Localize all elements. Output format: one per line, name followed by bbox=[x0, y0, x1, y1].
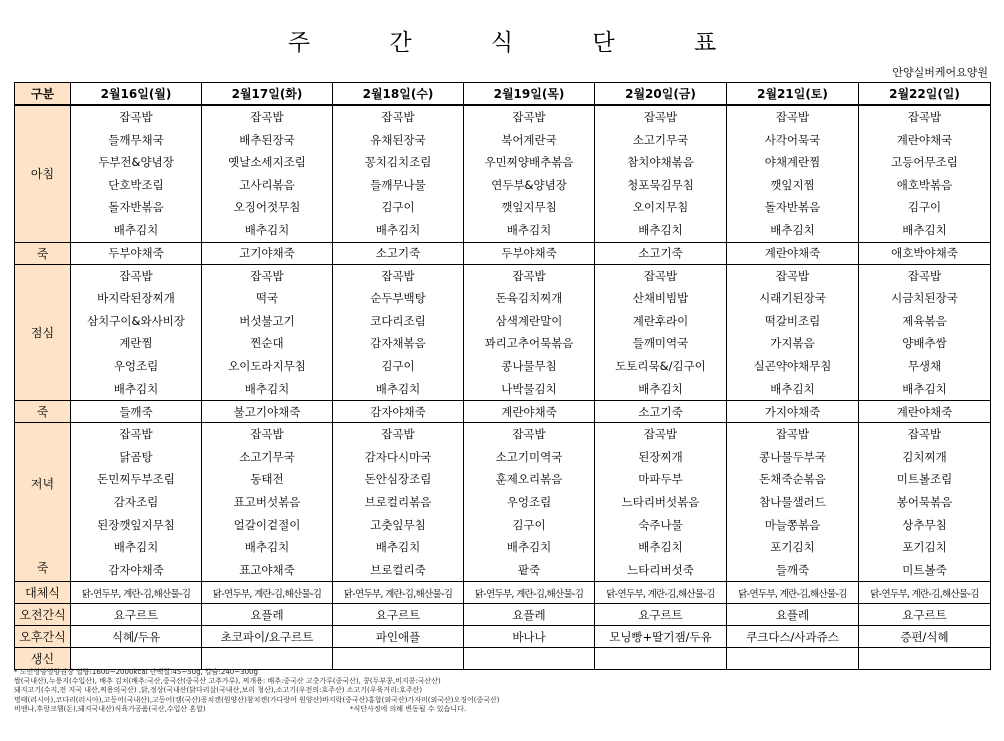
footnote-line: 돼지고기(수지,전 지국 내산,찌용의국산) ,닭,정상(국내산(닭다리살(국내산,보리 청산),소고기(우전의:호주산) 소고기(우육거리:호주산) bbox=[14, 686, 423, 695]
lunch-cell bbox=[727, 264, 859, 401]
menu-item: 된장깻잎지무침 bbox=[97, 517, 175, 532]
footnote-line bbox=[14, 705, 994, 714]
substitute-cell: 닭-연두부, 계란-김,해산물-김 bbox=[333, 582, 464, 604]
menu-item: 봉어묵볶음 bbox=[896, 494, 953, 509]
porridge-cell: 소고기죽 bbox=[595, 242, 727, 264]
morning-snack-cell: 요구르트 bbox=[595, 604, 727, 626]
menu-item: 떡국 bbox=[255, 291, 279, 306]
menu-item: 시래기된장국 bbox=[759, 291, 826, 306]
breakfast-cell bbox=[333, 105, 464, 242]
menu-item: 김구이 bbox=[907, 200, 942, 215]
dinner-label bbox=[15, 423, 71, 582]
menu-item: 잡곡밥 bbox=[381, 427, 415, 442]
menu-item: 들깨무채국 bbox=[108, 132, 164, 147]
afternoon-snack-cell: 초코파이/요구르트 bbox=[202, 626, 333, 648]
menu-item: 꽁치김치조림 bbox=[364, 155, 432, 170]
lunch-cell bbox=[464, 264, 595, 401]
porridge-row bbox=[15, 401, 991, 423]
porridge-cell: 계란야채죽 bbox=[859, 401, 991, 423]
menu-item: 표고버섯볶음 bbox=[233, 494, 301, 509]
menu-item: 오이지무침 bbox=[632, 200, 689, 215]
porridge-item: 들깨죽 bbox=[775, 562, 810, 577]
porridge-cell: 계란야채죽 bbox=[727, 242, 859, 264]
menu-item: 잡곡밥 bbox=[250, 427, 284, 442]
menu-item: 김치찌개 bbox=[902, 449, 947, 464]
footnote-line: 쌀(국내산),누룽지(수입산), 배추 김치(배추:국산,중국산(중국산 고추가루), 찌개용: 배추:중국산 고춧가루(중국산), 콩(두부콩,비지콩:국산산) bbox=[14, 677, 441, 686]
menu-item: 닭곰탕 bbox=[119, 449, 153, 464]
menu-item: 배추김치 bbox=[902, 381, 947, 396]
menu-item: 배추김치 bbox=[113, 540, 159, 555]
menu-item: 돈민찌두부조림 bbox=[97, 472, 175, 487]
menu-item: 옛날소세지조림 bbox=[228, 155, 306, 170]
menu-item: 잡곡밥 bbox=[119, 110, 153, 124]
menu-item: 꽈리고추어묵볶음 bbox=[484, 336, 574, 351]
menu-item: 청포묵김무침 bbox=[627, 177, 694, 192]
menu-item: 가지볶음 bbox=[770, 336, 815, 351]
menu-item: 배추김치 bbox=[506, 540, 552, 555]
birthday-cell bbox=[859, 648, 991, 670]
menu-item: 잡곡밥 bbox=[119, 427, 153, 442]
lunch-row bbox=[15, 264, 991, 401]
breakfast-cell bbox=[202, 105, 333, 242]
menu-item: 무생채 bbox=[907, 358, 942, 373]
morning-snack-row bbox=[15, 604, 991, 626]
menu-item: 포기김치 bbox=[902, 540, 947, 555]
menu-item: 감자조림 bbox=[113, 494, 159, 509]
menu-item: 잡곡밥 bbox=[512, 110, 546, 124]
porridge-cell: 고기야채죽 bbox=[202, 242, 333, 264]
menu-item: 포기김치 bbox=[770, 540, 815, 555]
porridge-label: 죽 bbox=[15, 401, 71, 423]
menu-item: 소고기미역국 bbox=[495, 449, 563, 464]
porridge-cell: 두부야채죽 bbox=[464, 242, 595, 264]
birthday-label: 생신 bbox=[15, 648, 71, 670]
menu-item: 오징어젓무침 bbox=[233, 200, 301, 215]
category-header: 구분 bbox=[15, 83, 71, 106]
porridge-cell: 감자야채죽 bbox=[333, 401, 464, 423]
menu-item: 깻잎지찜 bbox=[770, 177, 815, 192]
porridge-item: 감자야채죽 bbox=[108, 562, 164, 577]
menu-item: 동태전 bbox=[250, 472, 284, 487]
birthday-cell bbox=[464, 648, 595, 670]
morning-snack-cell: 요플레 bbox=[202, 604, 333, 626]
menu-item: 나박물김치 bbox=[501, 381, 557, 396]
birthday-row bbox=[15, 648, 991, 670]
afternoon-snack-cell: 증편/식혜 bbox=[859, 626, 991, 648]
menu-item: 제육볶음 bbox=[902, 313, 947, 328]
menu-item: 애호박볶음 bbox=[896, 177, 953, 192]
afternoon-snack-cell: 모닝빵+딸기잼/두유 bbox=[595, 626, 727, 648]
morning-snack-cell: 요플레 bbox=[464, 604, 595, 626]
dinner-cell bbox=[71, 423, 202, 582]
menu-item: 바지락된장찌개 bbox=[97, 291, 175, 306]
birthday-cell bbox=[202, 648, 333, 670]
menu-item: 김구이 bbox=[381, 358, 415, 373]
morning-snack-cell: 요구르트 bbox=[71, 604, 202, 626]
menu-item: 돌자반볶음 bbox=[764, 200, 821, 215]
breakfast-cell bbox=[859, 105, 991, 242]
menu-item: 배추김치 bbox=[113, 222, 159, 237]
day-header: 2월21일(토) bbox=[727, 83, 859, 106]
dinner-cell bbox=[727, 423, 859, 582]
menu-item: 순두부백탕 bbox=[370, 291, 426, 306]
dinner-cell bbox=[333, 423, 464, 582]
porridge-cell: 소고기죽 bbox=[333, 242, 464, 264]
dinner-cell bbox=[595, 423, 727, 582]
breakfast-cell bbox=[595, 105, 727, 242]
menu-item: 계란야채국 bbox=[896, 132, 953, 147]
substitute-cell: 닭-연두부, 계란-김,해산물-김 bbox=[727, 582, 859, 604]
menu-item: 잡곡밥 bbox=[643, 110, 678, 124]
day-header: 2월17일(화) bbox=[202, 83, 333, 106]
dinner-cell bbox=[859, 423, 991, 582]
menu-item: 잡곡밥 bbox=[907, 427, 942, 442]
birthday-cell bbox=[727, 648, 859, 670]
footnotes bbox=[14, 668, 994, 714]
menu-item: 시금치된장국 bbox=[891, 291, 958, 306]
menu-item: 삼색계란말이 bbox=[495, 313, 563, 328]
menu-item: 고춧잎무침 bbox=[370, 517, 426, 532]
menu-item: 잡곡밥 bbox=[250, 110, 284, 124]
morning-snack-label: 오전간식 bbox=[15, 604, 71, 626]
menu-item: 돌자반볶음 bbox=[108, 200, 164, 215]
porridge-cell: 두부야채죽 bbox=[71, 242, 202, 264]
breakfast-row bbox=[15, 105, 991, 242]
afternoon-snack-cell: 식혜/두유 bbox=[71, 626, 202, 648]
menu-item: 버섯불고기 bbox=[239, 313, 295, 328]
menu-item: 배추김치 bbox=[375, 540, 421, 555]
afternoon-snack-label: 오후간식 bbox=[15, 626, 71, 648]
menu-item: 계란찜 bbox=[119, 336, 153, 351]
menu-item: 계란후라이 bbox=[632, 313, 689, 328]
menu-item: 숙주나물 bbox=[638, 517, 683, 532]
menu-item: 된장찌개 bbox=[638, 449, 683, 464]
dinner-cell bbox=[202, 423, 333, 582]
porridge-cell: 가지야채죽 bbox=[727, 401, 859, 423]
menu-item: 훈제오리볶음 bbox=[495, 472, 563, 487]
menu-item: 상추무침 bbox=[902, 517, 947, 532]
menu-item: 잡곡밥 bbox=[643, 268, 678, 283]
afternoon-snack-cell: 쿠크다스/사과쥬스 bbox=[727, 626, 859, 648]
substitute-cell: 닭-연두부, 계란-김,해산물-김 bbox=[595, 582, 727, 604]
menu-item: 참치야채볶음 bbox=[627, 155, 694, 170]
menu-item: 유채된장국 bbox=[370, 132, 426, 147]
menu-item: 야채계란찜 bbox=[764, 155, 821, 170]
menu-item: 배추된장국 bbox=[239, 132, 295, 147]
menu-item: 오이도라지무침 bbox=[228, 358, 306, 373]
breakfast-cell bbox=[727, 105, 859, 242]
menu-item: 배추김치 bbox=[770, 222, 815, 237]
porridge-item: 느타리버섯죽 bbox=[627, 562, 694, 577]
menu-item: 잡곡밥 bbox=[250, 268, 284, 283]
menu-item: 김구이 bbox=[512, 517, 546, 532]
morning-snack-cell: 요구르트 bbox=[333, 604, 464, 626]
menu-item: 북어계란국 bbox=[501, 132, 557, 147]
breakfast-cell bbox=[464, 105, 595, 242]
day-header: 2월18일(수) bbox=[333, 83, 464, 106]
menu-item: 삼치구이&와사비장 bbox=[87, 313, 185, 328]
menu-item: 떡갈비조림 bbox=[764, 313, 821, 328]
menu-item: 산채비빔밥 bbox=[632, 291, 689, 306]
birthday-cell bbox=[595, 648, 727, 670]
porridge-item: 팥죽 bbox=[517, 562, 541, 577]
menu-item: 잡곡밥 bbox=[512, 427, 546, 442]
menu-item: 단호박조림 bbox=[108, 177, 164, 192]
menu-item: 잡곡밥 bbox=[775, 427, 810, 442]
menu-item: 배추김치 bbox=[244, 540, 290, 555]
menu-item: 마파두부 bbox=[638, 472, 683, 487]
menu-item: 돈육김치찌개 bbox=[495, 291, 563, 306]
porridge-item: 미트볼죽 bbox=[902, 562, 947, 577]
lunch-cell bbox=[71, 264, 202, 401]
menu-item: 깻잎지무침 bbox=[501, 200, 557, 215]
menu-item: 찐순대 bbox=[250, 336, 284, 351]
day-header: 2월16일(월) bbox=[71, 83, 202, 106]
menu-item: 고등어무조림 bbox=[891, 155, 958, 170]
menu-item: 김구이 bbox=[381, 200, 415, 215]
porridge-cell: 계란야채죽 bbox=[464, 401, 595, 423]
substitute-cell: 닭-연두부, 계란-김,해산물-김 bbox=[71, 582, 202, 604]
breakfast-cell bbox=[71, 105, 202, 242]
porridge-cell: 소고기죽 bbox=[595, 401, 727, 423]
menu-item: 실곤약야채무침 bbox=[753, 358, 832, 373]
menu-item: 배추김치 bbox=[375, 222, 421, 237]
lunch-cell bbox=[859, 264, 991, 401]
dinner-cell bbox=[464, 423, 595, 582]
menu-item: 소고기무국 bbox=[632, 132, 689, 147]
lunch-cell bbox=[333, 264, 464, 401]
menu-item: 사각어묵국 bbox=[764, 132, 821, 147]
menu-item: 도토리묵&/김구이 bbox=[615, 358, 706, 373]
menu-item: 코다리조림 bbox=[370, 313, 426, 328]
menu-item: 배추김치 bbox=[770, 381, 815, 396]
porridge-label: 죽 bbox=[36, 561, 49, 576]
menu-item: 콩나물무침 bbox=[501, 358, 557, 373]
afternoon-snack-cell: 파인애플 bbox=[333, 626, 464, 648]
menu-item: 들깨미역국 bbox=[632, 336, 689, 351]
menu-item: 배추김치 bbox=[638, 540, 683, 555]
footnote-line: * 노인영양영양권장 열량:1600~2000kcal 단백질:45~50g, 칼슘:240~300g bbox=[14, 668, 258, 676]
porridge-cell: 불고기야채죽 bbox=[202, 401, 333, 423]
lunch-cell bbox=[202, 264, 333, 401]
menu-item: 미트볼조림 bbox=[896, 472, 953, 487]
menu-item: 돈채죽순볶음 bbox=[759, 472, 826, 487]
menu-item: 잡곡밥 bbox=[907, 110, 942, 124]
menu-item: 들깨무나물 bbox=[370, 177, 426, 192]
menu-item: 돈안심장조림 bbox=[364, 472, 432, 487]
porridge-row bbox=[15, 242, 991, 264]
menu-item: 배추김치 bbox=[244, 222, 290, 237]
menu-item: 배추김치 bbox=[244, 381, 290, 396]
menu-item: 고사리볶음 bbox=[239, 177, 295, 192]
lunch-label: 점심 bbox=[15, 264, 71, 401]
organization-name: 안양실버케어요양원 bbox=[892, 66, 988, 79]
morning-snack-cell: 요플레 bbox=[727, 604, 859, 626]
menu-item: 잡곡밥 bbox=[381, 268, 415, 283]
menu-item: 잡곡밥 bbox=[381, 110, 415, 124]
menu-item: 브로컬리볶음 bbox=[364, 494, 432, 509]
menu-item: 소고기무국 bbox=[239, 449, 295, 464]
substitute-label: 대체식 bbox=[15, 582, 71, 604]
menu-item: 잡곡밥 bbox=[119, 268, 153, 283]
menu-item: 양배추쌈 bbox=[902, 336, 947, 351]
porridge-cell: 애호박야채죽 bbox=[859, 242, 991, 264]
dinner-label-text: 저녁 bbox=[30, 477, 55, 492]
substitute-cell: 닭-연두부, 계란-김,해산물-김 bbox=[464, 582, 595, 604]
porridge-item: 표고야채죽 bbox=[239, 562, 295, 577]
menu-item: 우민찌양배추볶음 bbox=[484, 155, 574, 170]
footnote-text: 비엔나,후랑크햄(돈),돼지국내산)식육가공품(국산,수입산 혼합) bbox=[14, 704, 206, 713]
afternoon-snack-row bbox=[15, 626, 991, 648]
menu-item: 참나물샐러드 bbox=[759, 494, 826, 509]
porridge-cell: 들깨죽 bbox=[71, 401, 202, 423]
substitute-cell: 닭-연두부, 계란-김,해산물-김 bbox=[202, 582, 333, 604]
menu-item: 우엉조림 bbox=[506, 494, 552, 509]
menu-item: 감자다시마국 bbox=[364, 449, 432, 464]
header-row bbox=[15, 83, 991, 106]
menu-item: 느타리버섯볶음 bbox=[621, 494, 700, 509]
birthday-cell bbox=[333, 648, 464, 670]
menu-item: 배추김치 bbox=[375, 381, 421, 396]
menu-item: 배추김치 bbox=[638, 381, 683, 396]
menu-item: 두부전&양념장 bbox=[98, 155, 174, 170]
birthday-cell bbox=[71, 648, 202, 670]
day-header: 2월22일(일) bbox=[859, 83, 991, 106]
porridge-label: 죽 bbox=[15, 242, 71, 264]
menu-item: 잡곡밥 bbox=[775, 268, 810, 283]
substitute-cell: 닭-연두부, 계란-김,해산물-김 bbox=[859, 582, 991, 604]
substitute-row bbox=[15, 582, 991, 604]
menu-item: 배추김치 bbox=[113, 381, 159, 396]
menu-item: 연두부&양념장 bbox=[491, 177, 567, 192]
menu-item: 마늘쫑볶음 bbox=[764, 517, 821, 532]
weekly-menu-table bbox=[14, 82, 991, 670]
page-title: 주 간 식 단 표 bbox=[287, 30, 753, 56]
menu-item: 잡곡밥 bbox=[907, 268, 942, 283]
menu-item: 콩나물두부국 bbox=[759, 449, 826, 464]
menu-item: 잡곡밥 bbox=[775, 110, 810, 124]
menu-item: 배추김치 bbox=[506, 222, 552, 237]
menu-item: 우엉조림 bbox=[113, 358, 159, 373]
day-header: 2월20일(금) bbox=[595, 83, 727, 106]
menu-item: 배추김치 bbox=[638, 222, 683, 237]
menu-item: 배추김치 bbox=[902, 222, 947, 237]
porridge-item: 브로컬리죽 bbox=[370, 562, 426, 577]
footnote-line: 명태(러시아),코다리(러시아),고등어(국내산),고등어(캠(국산)꽁치캔(원양산)참치캔(가다랑어 원양산)바지락(중국산)홍합(외국산)가자미(외국산)오징어(중국산) bbox=[14, 695, 500, 704]
menu-change-notice: *식단사정에 의해 변동될 수 있습니다. bbox=[350, 704, 467, 713]
morning-snack-cell: 요구르트 bbox=[859, 604, 991, 626]
menu-item: 잡곡밥 bbox=[512, 268, 546, 283]
afternoon-snack-cell: 바나나 bbox=[464, 626, 595, 648]
lunch-cell bbox=[595, 264, 727, 401]
dinner-row bbox=[15, 423, 991, 582]
menu-item: 감자채볶음 bbox=[370, 336, 426, 351]
menu-item: 잡곡밥 bbox=[643, 427, 678, 442]
breakfast-label: 아침 bbox=[15, 105, 71, 242]
day-header: 2월19일(목) bbox=[464, 83, 595, 106]
menu-item: 얼갈이겉절이 bbox=[233, 517, 301, 532]
